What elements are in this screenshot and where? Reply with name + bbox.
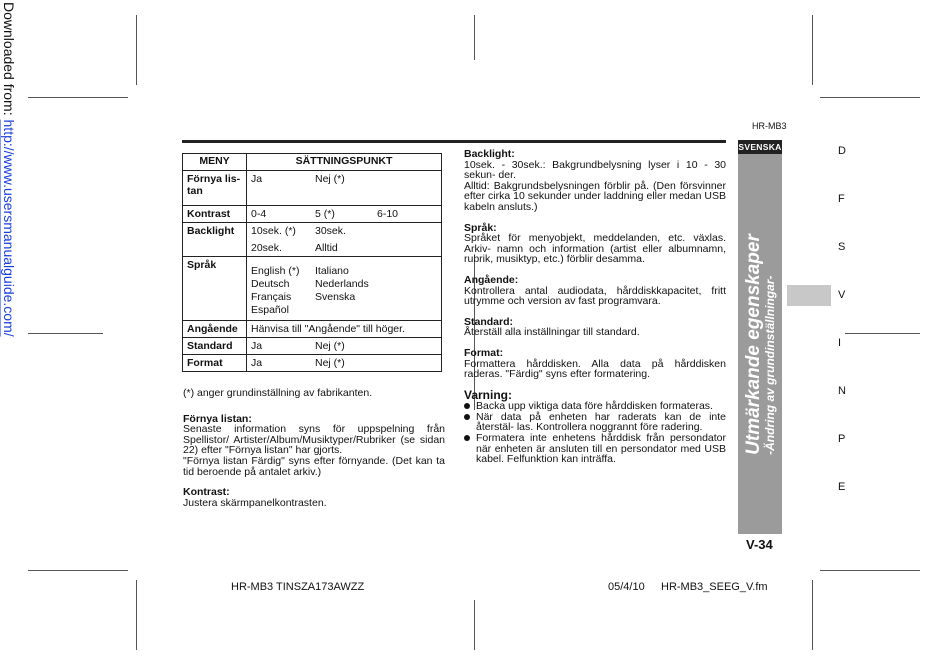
bullet-icon	[464, 414, 470, 420]
crop-mark	[28, 97, 128, 98]
language-index-v[interactable]: V	[838, 289, 846, 301]
table-row-standard	[183, 338, 442, 355]
option-value: Deutsch	[251, 278, 290, 290]
col-setting-header: SÄTTNINGSPUNKT	[247, 154, 442, 171]
section-kontrast	[183, 487, 445, 508]
warning-item: Formatera inte enhetens hårddisk från persondator när enheten är ansluten till en persondator med USB kabel. Felfunktion kan inträffa.	[464, 433, 726, 465]
language-index-d[interactable]: D	[838, 145, 846, 157]
row-options	[247, 338, 442, 355]
crop-mark	[845, 333, 920, 334]
crop-mark	[812, 15, 813, 85]
row-options	[247, 355, 442, 372]
section-title: Förnya listan:	[183, 412, 252, 425]
footer-date: 05/4/10	[608, 581, 645, 593]
option-value: Nej (*)	[315, 357, 345, 369]
crop-mark	[820, 97, 920, 98]
top-rule	[182, 140, 726, 143]
crop-mark	[474, 15, 475, 60]
section-title: Format:	[464, 346, 504, 359]
crop-mark	[820, 570, 920, 571]
option-value: Ja	[251, 340, 263, 352]
warning-item: Backa upp viktiga data före hårddisken formateras.	[464, 401, 726, 412]
row-text: Hänvisa till "Angående" till höger.	[247, 321, 442, 338]
section-standard	[464, 317, 726, 338]
table-row-kontrast	[183, 206, 442, 223]
section-title: Kontrast:	[183, 486, 230, 499]
section-body: "Förnya listan Färdig" syns efter förnyande. (Det kan ta tid beroende på antalet arkiv.)	[183, 454, 445, 478]
section-body: Kontrollera antal audiodata, hårddiskkapacitet, fritt utrymme och version av fast programvara.	[464, 284, 726, 308]
warning-title: Varning:	[464, 387, 513, 402]
option-value: Español	[251, 304, 289, 316]
section-title: Standard:	[464, 315, 514, 328]
language-tab-label: SVENSKA	[738, 142, 782, 152]
crop-mark	[28, 333, 103, 334]
section-format	[464, 348, 726, 380]
right-column	[464, 149, 726, 465]
language-index-i[interactable]: I	[838, 337, 842, 349]
warning-section	[464, 387, 726, 466]
crop-mark	[136, 15, 137, 85]
option-value: 30sek.	[315, 225, 346, 237]
row-options	[247, 171, 442, 206]
row-options	[247, 206, 442, 223]
row-label: Språk	[183, 257, 247, 321]
chapter-title-main: Utmärkande egenskaper	[742, 233, 764, 455]
warning-list	[464, 401, 726, 465]
page-number: V-34	[746, 537, 773, 552]
section-body: Alltid: Bakgrundsbelysningen förblir på. (Den försvinner efter cirka 10 sekunder under laddning eller medan USB kabeln ansluts.)	[464, 179, 726, 213]
download-source-note	[1, 2, 17, 337]
footer-file: HR-MB3_SEEG_V.fm	[661, 581, 768, 593]
language-index-n[interactable]: N	[838, 385, 846, 397]
chapter-title-sub: -Ändring av grundinställningar-	[762, 275, 777, 455]
option-value: Français	[251, 291, 292, 303]
option-value: Ja	[251, 173, 263, 185]
col-menu-header: MENY	[183, 154, 247, 171]
crop-mark	[812, 580, 813, 650]
row-label: Format	[183, 355, 247, 372]
section-body: Återställ alla inställningar till standard.	[464, 326, 640, 339]
bullet-icon	[464, 435, 470, 441]
model-header: HR-MB3	[752, 121, 787, 131]
table-row-backlight	[183, 223, 442, 257]
left-column	[183, 388, 445, 518]
crop-mark	[136, 580, 137, 650]
option-value: Nej (*)	[315, 340, 345, 352]
option-value: 0-4	[251, 208, 267, 220]
option-value: Nej (*)	[315, 173, 345, 185]
section-backlight	[464, 149, 726, 213]
bullet-icon	[464, 403, 470, 409]
option-value: 6-10	[377, 208, 399, 220]
table-row-sprak	[183, 257, 442, 321]
section-body: 10sek. - 30sek.: Bakgrundbelysning lyser i 10 - 30 sekun- der.	[464, 158, 726, 182]
language-index-f[interactable]: F	[838, 193, 845, 205]
table-header-row	[183, 154, 442, 171]
crop-mark	[474, 600, 475, 650]
section-sprak	[464, 223, 726, 265]
crop-mark	[28, 570, 128, 571]
section-title: Angående:	[464, 273, 519, 286]
option-value: 10sek. (*)	[251, 225, 296, 237]
option-value: 20sek.	[251, 242, 282, 254]
section-body: Språket för menyobjekt, meddelanden, etc. växlas. Arkiv- namn och information (artist eller albumnamn, rubrik, musiktyp, etc.) förblir desamma.	[464, 232, 726, 266]
active-language-highlight	[787, 285, 831, 306]
chapter-title-wrap	[738, 154, 782, 534]
table-row-format	[183, 355, 442, 372]
section-body: Justera skärmpanelkontrasten.	[183, 496, 327, 509]
footer-doc-code: HR-MB3 TINSZA173AWZZ	[231, 581, 365, 593]
section-fornya	[183, 414, 445, 478]
row-label: Backlight	[183, 223, 247, 257]
language-index-p[interactable]: P	[838, 433, 846, 445]
option-value: Nederlands	[315, 278, 369, 290]
row-options	[247, 223, 442, 257]
chapter-title	[744, 234, 777, 455]
row-label: Förnya lis- tan	[183, 171, 247, 206]
section-angaende	[464, 275, 726, 307]
row-label: Standard	[183, 338, 247, 355]
row-options	[247, 257, 442, 321]
download-link[interactable]: http://www.usersmanualguide.com/	[1, 119, 17, 337]
section-title: Backlight:	[464, 148, 515, 160]
settings-table	[182, 153, 442, 372]
option-value: Italiano	[315, 265, 349, 277]
table-row-angaende	[183, 321, 442, 338]
warning-item: När data på enheten har raderats kan de inte återstäl- las. Kontrollera noggrannt före radering.	[464, 412, 726, 433]
row-label: Kontrast	[183, 206, 247, 223]
section-title: Språk:	[464, 221, 497, 234]
row-label: Angående	[183, 321, 247, 338]
table-row-fornya	[183, 171, 442, 206]
option-value: Alltid	[315, 242, 338, 254]
table-footnote: (*) anger grundinställning av fabrikanten.	[183, 387, 373, 399]
option-value: English (*)	[251, 265, 300, 277]
language-index-e[interactable]: E	[838, 481, 846, 493]
download-prefix: Downloaded from:	[1, 2, 17, 120]
option-value: Svenska	[315, 291, 356, 303]
section-body: Senaste information syns för uppspelning från Spellistor/ Artister/Album/Musiktyper/Rubriker (se sidan 22) efter "Förnya listan" har gjorts.	[183, 423, 445, 457]
language-index-s[interactable]: S	[838, 241, 846, 253]
option-value: Ja	[251, 357, 263, 369]
option-value: 5 (*)	[315, 208, 335, 220]
section-body: Formattera hårddisken. Alla data på hårddisken raderas. "Färdig" syns efter formatering.	[464, 357, 726, 381]
